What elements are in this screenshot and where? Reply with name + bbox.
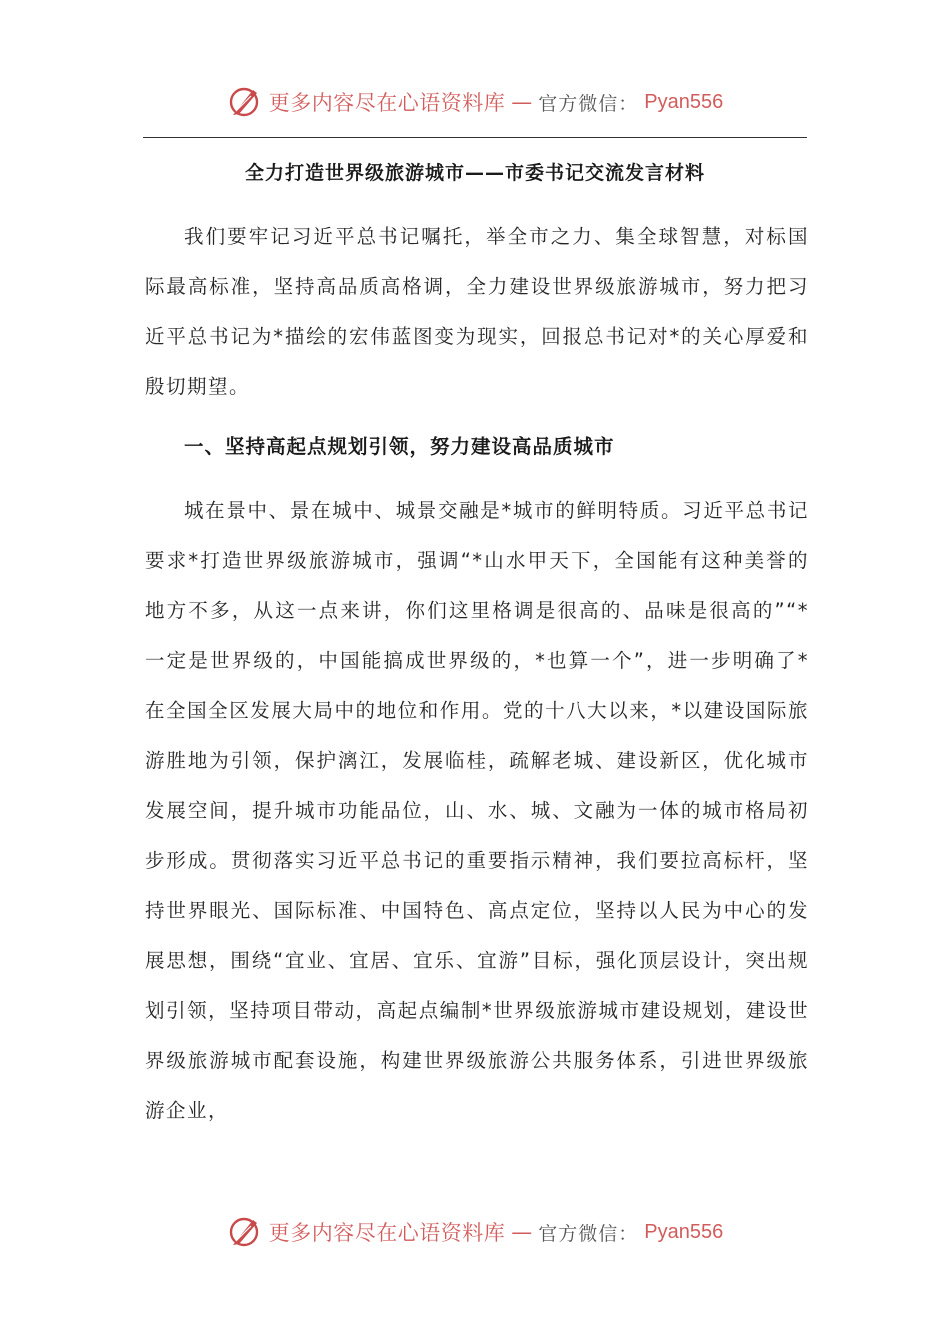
quill-pen-logo-icon — [227, 1214, 263, 1250]
intro-paragraph: 我们要牢记习近平总书记嘱托，举全市之力、集全球智慧，对标国际最高标准，坚持高品质高格调，全力建设世界级旅游城市，努力把习近平总书记为*描绘的宏伟蓝图变为现实，回报总书记对*的关心厚爱和殷切期望。 — [145, 225, 809, 398]
banner-wechat-id: Pyan556 — [644, 90, 724, 113]
document-body — [145, 212, 809, 1136]
banner-dash: — — [511, 90, 533, 114]
page-title: 全力打造世界级旅游城市——市委书记交流发言材料 — [244, 162, 705, 184]
banner-dash: — — [511, 1220, 533, 1244]
section-paragraph: 城在景中、景在城中、城景交融是*城市的鲜明特质。习近平总书记要求*打造世界级旅游城市，强调“*山水甲天下，全国能有这种美誉的地方不多，从这一点来讲，你们这里格调是很高的、品味是很高的”“*一定是世界级的，中国能搞成世界级的，*也算一个”，进一步明确了*在全国全区发展大局中的地位和作用。党的十八大以来，*以建设国际旅游胜地为引领，保护漓江，发展临桂，疏解老城、建设新区，优化城市发展空间，提升城市功能品位，山、水、城、文融为一体的城市格局初步形成。贯彻落实习近平总书记的重要指示精神，我们要拉高标杆，坚持世界眼光、国际标准、中国特色、高点定位，坚持以人民为中心的发展思想，围绕“宜业、宜居、宜乐、宜游”目标，强化顶层设计，突出规划引领，坚持项目带动，高起点编制*世界级旅游城市建设规划，建设世界级旅游城市配套设施，构建世界级旅游公共服务体系，引进世界级旅游企业， — [145, 499, 809, 1122]
header-banner — [0, 80, 950, 124]
banner-main-text: 更多内容尽在心语资料库 — [268, 91, 506, 115]
banner-main-text: 更多内容尽在心语资料库 — [268, 1221, 506, 1245]
banner-wechat-label: 官方微信： — [538, 1222, 639, 1245]
section-heading: 一、坚持高起点规划引领，努力建设高品质城市 — [184, 435, 615, 458]
quill-pen-logo-icon — [227, 84, 263, 120]
footer-banner — [0, 1210, 950, 1254]
banner-wechat-label: 官方微信： — [538, 92, 639, 115]
header-divider — [143, 137, 807, 138]
banner-wechat-id: Pyan556 — [644, 1220, 724, 1243]
